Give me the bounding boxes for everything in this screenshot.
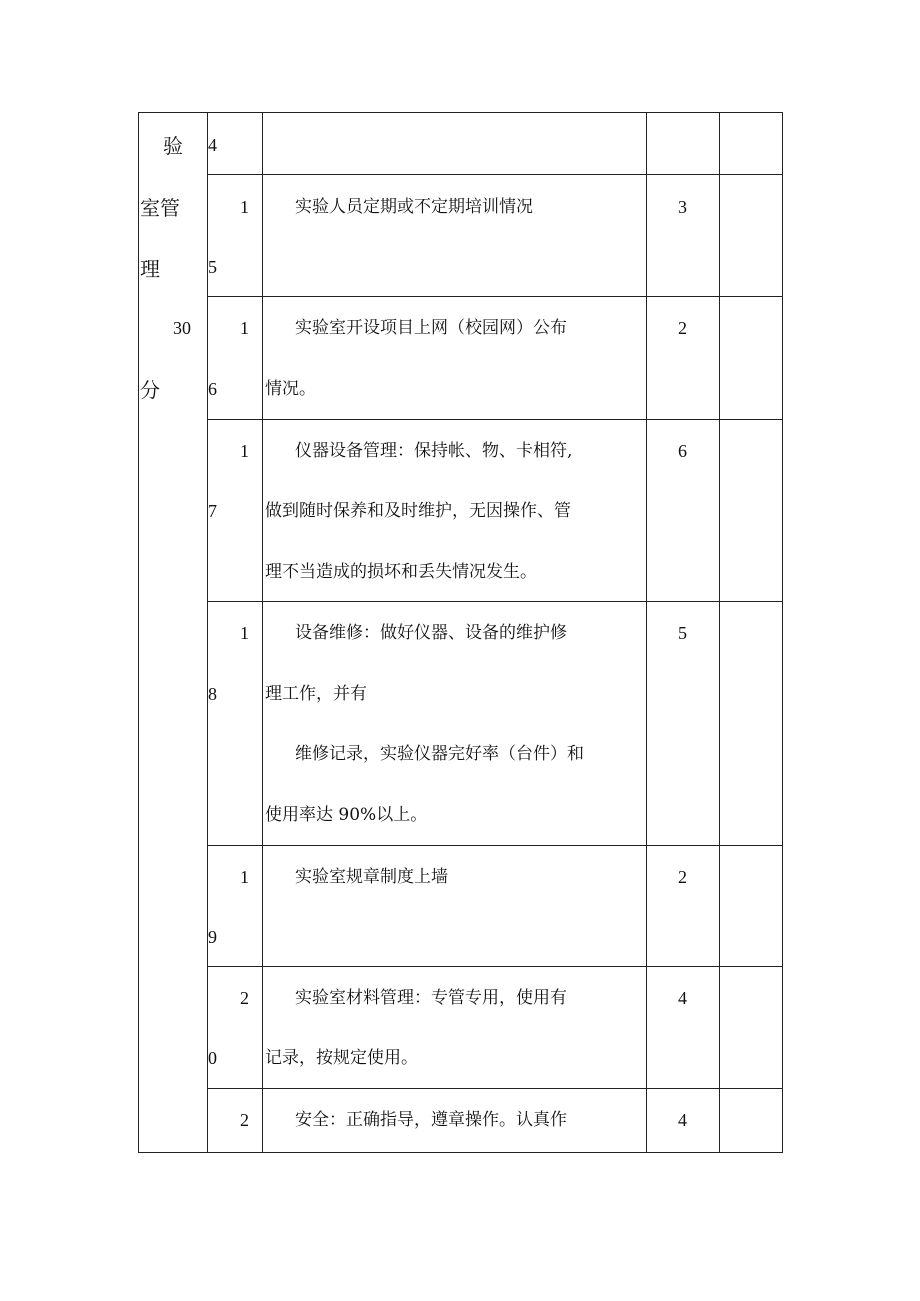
item-criteria-line: 设备维修：做好仪器、设备的维护修 xyxy=(295,623,567,643)
item-number-top: 1 xyxy=(240,197,249,217)
item-criteria-line: 实验室规章制度上墙 xyxy=(295,867,448,887)
item-score: 4 xyxy=(678,988,687,1008)
item-number-bottom: 6 xyxy=(208,379,217,399)
item-criteria-line: 使用率达 90%以上。 xyxy=(265,805,428,825)
category-score: 30 xyxy=(173,318,191,338)
item-number-bottom: 0 xyxy=(208,1048,217,1068)
category-score-unit: 分 xyxy=(140,378,160,402)
item-number-bottom: 7 xyxy=(208,501,217,521)
item-criteria-line: 实验人员定期或不定期培训情况 xyxy=(295,197,533,217)
item-criteria-line: 理不当造成的损坏和丢失情况发生。 xyxy=(265,562,537,582)
item-criteria-line: 仪器设备管理：保持帐、物、卡相符, xyxy=(295,441,573,461)
item-number-top: 2 xyxy=(240,1110,249,1130)
item-number-top: 1 xyxy=(240,867,249,887)
item-score: 3 xyxy=(678,197,687,217)
item-criteria-line: 实验室开设项目上网（校园网）公布 xyxy=(295,318,567,338)
item-number-top: 2 xyxy=(240,988,249,1008)
item-score: 6 xyxy=(678,441,687,461)
category-text: 室管 xyxy=(140,196,180,220)
item-score: 2 xyxy=(678,318,687,338)
item-number-bottom: 5 xyxy=(208,257,217,277)
item-criteria-line: 实验室材料管理：专管专用，使用有 xyxy=(295,988,567,1008)
item-number-bottom: 9 xyxy=(208,927,217,947)
category-text: 理 xyxy=(140,257,160,281)
category-text: 验 xyxy=(163,134,183,158)
item-criteria-line: 维修记录，实验仪器完好率（台件）和 xyxy=(295,744,584,764)
item-criteria-line: 安全：正确指导，遵章操作。认真作 xyxy=(295,1110,567,1130)
item-score: 2 xyxy=(678,867,687,887)
item-number-bottom: 8 xyxy=(208,684,217,704)
item-number-bottom: 4 xyxy=(208,135,217,155)
item-number-top: 1 xyxy=(240,441,249,461)
item-score: 4 xyxy=(678,1110,687,1130)
item-number-top: 1 xyxy=(240,318,249,338)
item-criteria-line: 情况。 xyxy=(265,379,316,399)
item-criteria-line: 做到随时保养和及时维护，无因操作、管 xyxy=(265,501,571,521)
item-score: 5 xyxy=(678,623,687,643)
item-criteria-line: 记录，按规定使用。 xyxy=(265,1048,418,1068)
item-number-top: 1 xyxy=(240,623,249,643)
item-criteria-line: 理工作，并有 xyxy=(265,684,367,704)
